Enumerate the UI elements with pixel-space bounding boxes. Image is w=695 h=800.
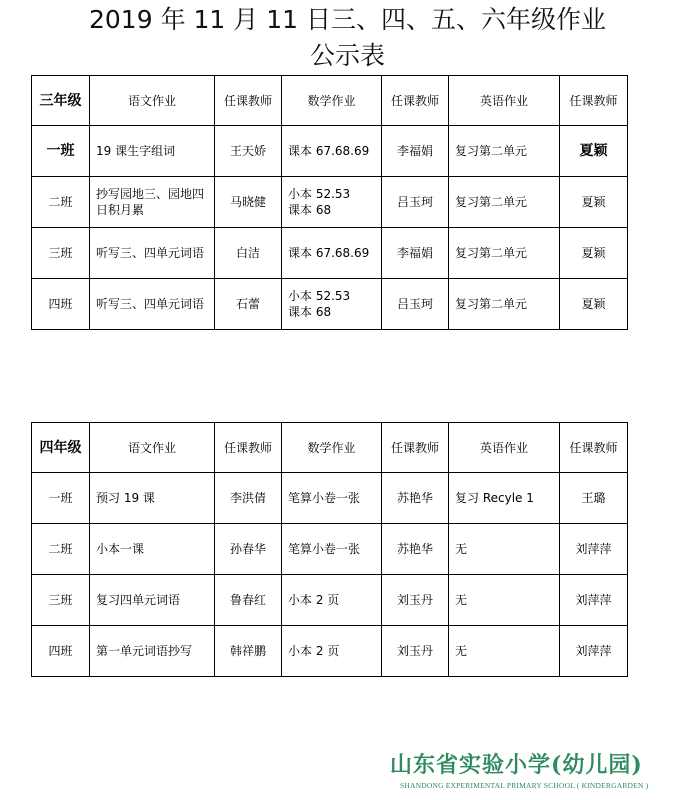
chinese-homework: 19 课生字组词 [90, 126, 215, 177]
header-math: 数学作业 [282, 423, 382, 473]
math-homework [282, 279, 382, 330]
math-teacher: 刘玉丹 [382, 626, 449, 677]
english-teacher: 刘萍萍 [560, 524, 628, 575]
header-teacher: 任课教师 [382, 76, 449, 126]
math-homework [282, 575, 382, 626]
header-teacher: 任课教师 [215, 423, 282, 473]
table-row [32, 177, 628, 228]
english-teacher: 王璐 [560, 473, 628, 524]
math-teacher: 苏艳华 [382, 473, 449, 524]
table-row [32, 473, 628, 524]
english-teacher: 夏颖 [560, 279, 628, 330]
chinese-teacher: 王天娇 [215, 126, 282, 177]
header-math: 数学作业 [282, 76, 382, 126]
english-homework: 无 [449, 575, 560, 626]
math-line: 小本 52.53 [288, 187, 351, 201]
english-teacher: 刘萍萍 [560, 626, 628, 677]
math-homework [282, 177, 382, 228]
header-teacher: 任课教师 [382, 423, 449, 473]
chinese-teacher: 韩祥鹏 [215, 626, 282, 677]
math-homework [282, 524, 382, 575]
english-teacher: 夏颖 [560, 177, 628, 228]
table-row [32, 126, 628, 177]
english-homework: 复习第二单元 [449, 228, 560, 279]
class-name: 一班 [32, 473, 90, 524]
math-teacher: 苏艳华 [382, 524, 449, 575]
chinese-teacher: 马晓健 [215, 177, 282, 228]
page-subtitle: 公示表 [309, 41, 385, 70]
english-homework: 复习第二单元 [449, 126, 560, 177]
school-logo-english: SHANDONG EXPERIMENTAL PRIMARY SCHOOL ( KINDERGARDEN ) [400, 781, 649, 790]
english-homework: 复习 Recyle 1 [449, 473, 560, 524]
class-name: 四班 [32, 626, 90, 677]
math-line: 课本 67.68.69 [288, 144, 370, 158]
class-name: 三班 [32, 575, 90, 626]
chinese-homework: 复习四单元词语 [90, 575, 215, 626]
class-name: 三班 [32, 228, 90, 279]
math-line: 小本 2 页 [288, 644, 340, 658]
english-homework: 无 [449, 626, 560, 677]
class-name: 二班 [32, 177, 90, 228]
chinese-teacher: 李洪倩 [215, 473, 282, 524]
class-name: 二班 [32, 524, 90, 575]
math-line: 小本 52.53 [288, 289, 351, 303]
math-homework [282, 473, 382, 524]
english-teacher: 刘萍萍 [560, 575, 628, 626]
table-header-row [32, 423, 628, 473]
header-chinese: 语文作业 [90, 76, 215, 126]
math-homework [282, 228, 382, 279]
chinese-homework: 第一单元词语抄写 [90, 626, 215, 677]
chinese-homework: 听写三、四单元词语 [90, 228, 215, 279]
math-line: 笔算小卷一张 [288, 491, 361, 505]
english-homework: 无 [449, 524, 560, 575]
math-line: 课本 68 [288, 203, 332, 217]
header-teacher: 任课教师 [560, 76, 628, 126]
class-name: 一班 [32, 126, 90, 177]
math-line: 课本 67.68.69 [288, 246, 370, 260]
english-teacher: 夏颖 [560, 228, 628, 279]
chinese-homework: 预习 19 课 [90, 473, 215, 524]
chinese-teacher: 孙春华 [215, 524, 282, 575]
math-teacher: 刘玉丹 [382, 575, 449, 626]
school-logo-chinese: 山东省实验小学(幼儿园) [390, 752, 643, 778]
table-row [32, 524, 628, 575]
english-homework: 复习第二单元 [449, 177, 560, 228]
table-row [32, 626, 628, 677]
math-line: 笔算小卷一张 [288, 542, 361, 556]
header-english: 英语作业 [449, 76, 560, 126]
english-homework: 复习第二单元 [449, 279, 560, 330]
math-teacher: 吕玉珂 [382, 177, 449, 228]
math-line: 小本 2 页 [288, 593, 340, 607]
header-grade: 三年级 [32, 76, 90, 126]
table-header-row [32, 76, 628, 126]
chinese-teacher: 白洁 [215, 228, 282, 279]
math-teacher: 吕玉珂 [382, 279, 449, 330]
grade3-homework-table [31, 75, 628, 330]
table-row [32, 575, 628, 626]
chinese-homework: 小本一课 [90, 524, 215, 575]
table-row [32, 279, 628, 330]
header-english: 英语作业 [449, 423, 560, 473]
math-homework [282, 626, 382, 677]
math-line: 课本 68 [288, 305, 332, 319]
header-chinese: 语文作业 [90, 423, 215, 473]
header-grade: 四年级 [32, 423, 90, 473]
page-title: 2019 年 11 月 11 日三、四、五、六年级作业 [89, 5, 606, 34]
math-teacher: 李福娟 [382, 126, 449, 177]
chinese-homework: 抄写园地三、园地四日积月累 [90, 177, 215, 228]
header-teacher: 任课教师 [560, 423, 628, 473]
grade4-homework-table [31, 422, 628, 677]
header-teacher: 任课教师 [215, 76, 282, 126]
table-row [32, 228, 628, 279]
english-teacher: 夏颖 [560, 126, 628, 177]
chinese-homework: 听写三、四单元词语 [90, 279, 215, 330]
math-teacher: 李福娟 [382, 228, 449, 279]
math-homework [282, 126, 382, 177]
chinese-teacher: 石蕾 [215, 279, 282, 330]
class-name: 四班 [32, 279, 90, 330]
chinese-teacher: 鲁春红 [215, 575, 282, 626]
